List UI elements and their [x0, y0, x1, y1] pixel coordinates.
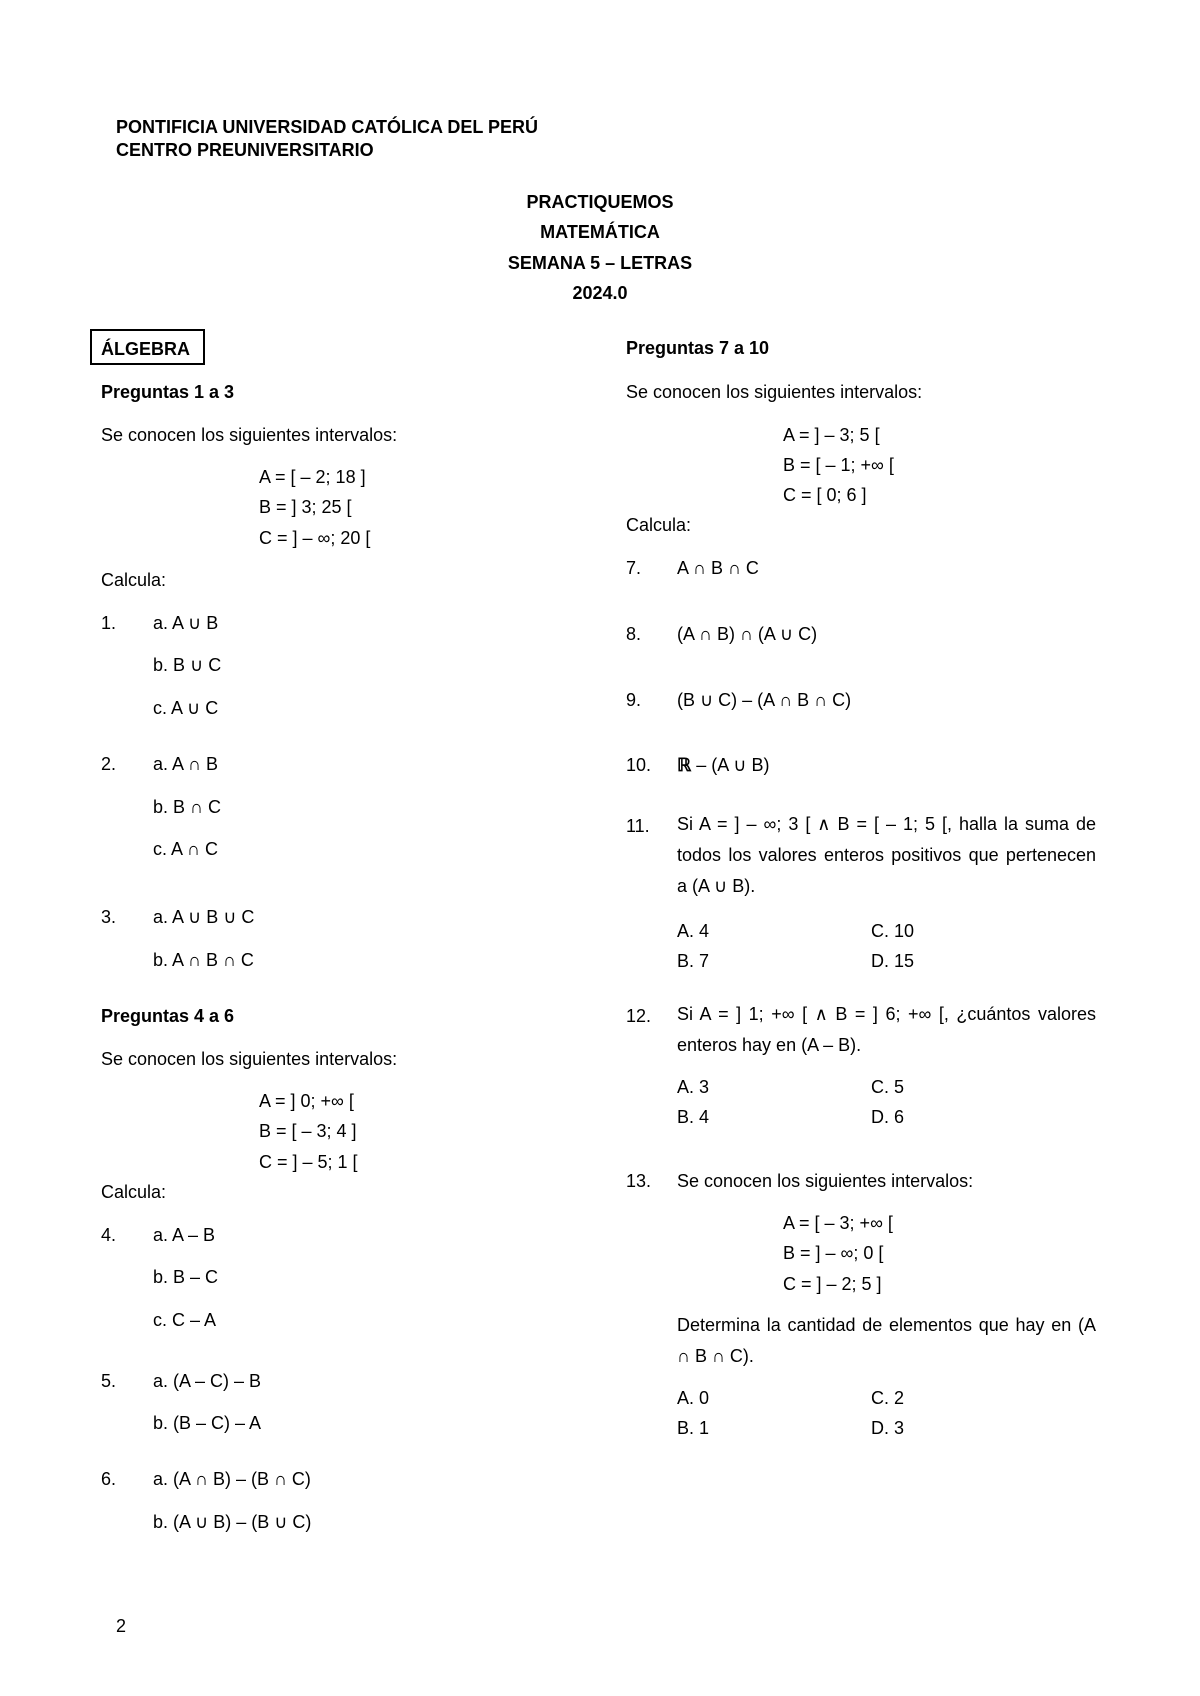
group-heading-2: Preguntas 4 a 6 — [101, 1006, 235, 1026]
set-c-1: C = ] – ∞; 20 [ — [259, 528, 371, 548]
question-2-number: 2. — [101, 754, 117, 774]
question-9-text: (B ∪ C) – (A ∩ B ∩ C) — [677, 690, 852, 710]
question-2c: c. A ∩ C — [153, 839, 218, 859]
question-13-option-d: D. 3 — [871, 1418, 905, 1438]
set-b-2: B = [ – 3; 4 ] — [259, 1121, 357, 1141]
question-8-text: (A ∩ B) ∩ (A ∪ C) — [677, 624, 818, 644]
set-b-1: B = ] 3; 25 [ — [259, 497, 352, 517]
question-8-number: 8. — [626, 624, 642, 644]
group-heading-3: Preguntas 7 a 10 — [626, 338, 770, 358]
set-a-4: A = [ – 3; +∞ [ — [783, 1213, 893, 1233]
question-12-number: 12. — [626, 1006, 652, 1026]
question-3b: b. A ∩ B ∩ C — [153, 950, 254, 970]
page-number: 2 — [116, 1616, 127, 1636]
question-13-option-c: C. 2 — [871, 1388, 905, 1408]
question-1c: c. A ∪ C — [153, 698, 219, 718]
real-numbers-symbol: ℝ — [677, 755, 692, 775]
set-c-4: C = ] – 2; 5 ] — [783, 1274, 882, 1294]
set-a-1: A = [ – 2; 18 ] — [259, 467, 366, 487]
center-name: CENTRO PREUNIVERSITARIO — [116, 140, 374, 160]
doc-title-1: PRACTIQUEMOS — [526, 192, 674, 212]
question-11-option-a: A. 4 — [677, 921, 710, 941]
question-1-number: 1. — [101, 613, 117, 633]
question-13-intro: Se conocen los siguientes intervalos: — [677, 1171, 974, 1191]
calc-label-2: Calcula: — [101, 1182, 167, 1202]
question-5b: b. (B – C) – A — [153, 1413, 262, 1433]
question-12-text: Si A = ] 1; +∞ [ ∧ B = ] 6; +∞ [, ¿cuántos valores enteros hay en (A – B). — [677, 1004, 1096, 1055]
set-a-2: A = ] 0; +∞ [ — [259, 1091, 354, 1111]
question-4a: a. A – B — [153, 1225, 216, 1245]
group-intro-2: Se conocen los siguientes intervalos: — [101, 1049, 398, 1069]
question-7-text: A ∩ B ∩ C — [677, 558, 759, 578]
question-12-option-d: D. 6 — [871, 1107, 905, 1127]
question-10-number: 10. — [626, 755, 652, 775]
question-11-number: 11. — [626, 816, 650, 836]
question-9-number: 9. — [626, 690, 642, 710]
question-13-number: 13. — [626, 1171, 652, 1191]
question-13-text: Determina la cantidad de elementos que hay en (A ∩ B ∩ C). — [677, 1315, 1096, 1366]
question-11-option-b: B. 7 — [677, 951, 710, 971]
set-b-3: B = [ – 1; +∞ [ — [783, 455, 894, 475]
question-5-number: 5. — [101, 1371, 117, 1391]
question-10-text — [677, 756, 769, 774]
section-title: ÁLGEBRA — [101, 339, 190, 359]
question-13-option-b: B. 1 — [677, 1418, 710, 1438]
question-1a: a. A ∪ B — [153, 613, 219, 633]
question-6b: b. (A ∪ B) – (B ∪ C) — [153, 1512, 312, 1532]
question-12-option-b: B. 4 — [677, 1107, 710, 1127]
group-heading-1: Preguntas 1 a 3 — [101, 382, 235, 402]
doc-title-4: 2024.0 — [572, 283, 628, 303]
question-5a: a. (A – C) – B — [153, 1371, 262, 1391]
set-a-3: A = ] – 3; 5 [ — [783, 425, 880, 445]
question-11-option-d: D. 15 — [871, 951, 915, 971]
question-6-number: 6. — [101, 1469, 117, 1489]
doc-title-3: SEMANA 5 – LETRAS — [507, 253, 693, 273]
question-2a: a. A ∩ B — [153, 754, 218, 774]
set-c-3: C = [ 0; 6 ] — [783, 485, 867, 505]
question-11-option-c: C. 10 — [871, 921, 915, 941]
institution-name: PONTIFICIA UNIVERSIDAD CATÓLICA DEL PERÚ — [116, 117, 539, 137]
set-c-2: C = ] – 5; 1 [ — [259, 1152, 358, 1172]
set-b-4: B = ] – ∞; 0 [ — [783, 1243, 884, 1263]
question-12-option-c: C. 5 — [871, 1077, 905, 1097]
question-6a: a. (A ∩ B) – (B ∩ C) — [153, 1469, 311, 1489]
calc-label-3: Calcula: — [626, 515, 692, 535]
question-11-text: Si A = ] – ∞; 3 [ ∧ B = [ – 1; 5 [, halla la suma de todos los valores enteros positivos que pertenecen a (A ∪ B). — [677, 814, 1096, 896]
group-intro-3: Se conocen los siguientes intervalos: — [626, 382, 923, 402]
question-1b: b. B ∪ C — [153, 655, 222, 675]
question-4b: b. B – C — [153, 1267, 219, 1287]
section-box — [90, 329, 205, 365]
group-intro-1: Se conocen los siguientes intervalos: — [101, 425, 398, 445]
question-10-expression: – (A ∪ B) — [691, 755, 770, 775]
question-7-number: 7. — [626, 558, 642, 578]
question-13-option-a: A. 0 — [677, 1388, 710, 1408]
question-3-number: 3. — [101, 907, 117, 927]
question-4c: c. C – A — [153, 1310, 217, 1330]
question-12-option-a: A. 3 — [677, 1077, 710, 1097]
question-2b: b. B ∩ C — [153, 797, 221, 817]
question-3a: a. A ∪ B ∪ C — [153, 907, 255, 927]
calc-label-1: Calcula: — [101, 570, 167, 590]
question-4-number: 4. — [101, 1225, 117, 1245]
doc-title-2: MATEMÁTICA — [540, 222, 660, 242]
